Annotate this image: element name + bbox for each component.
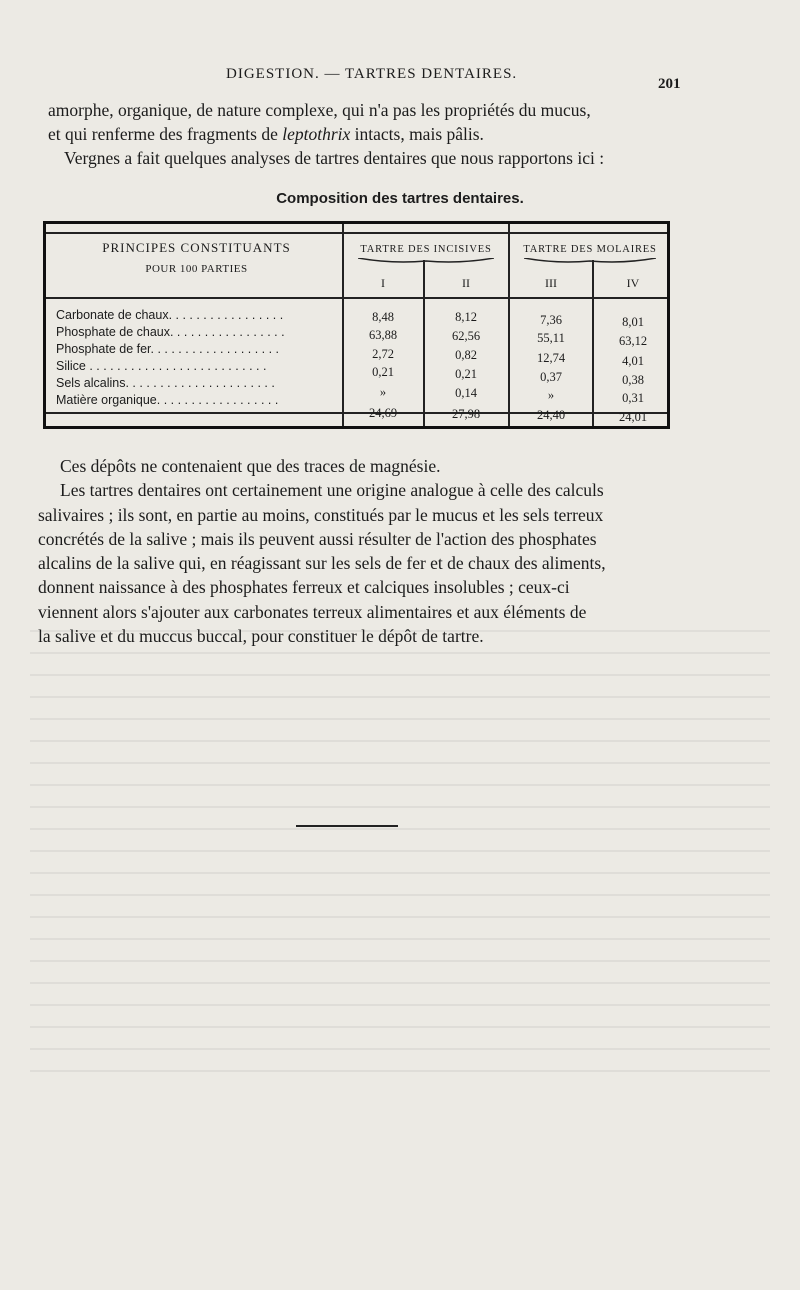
body-line: concrétés de la salive ; mais ils peuvent aussi résulter de l'action des phosphates: [38, 528, 597, 549]
header-pour-100: POUR 100 PARTIES: [145, 263, 248, 275]
row-label-phosphate-chaux: Phosphate de chaux. . . . . . . . . . . . . . . . .: [56, 325, 285, 339]
brace-molaires: [524, 258, 656, 264]
column-header-iv: IV: [626, 276, 640, 290]
body-line: alcalins de la salive qui, en réagissant sur les sels de fer et de chaux des aliments,: [38, 553, 606, 574]
page-number: 201: [658, 76, 681, 92]
table-cell: 8,01: [622, 315, 644, 329]
table-cell: 55,11: [537, 331, 565, 345]
table-cell: 2,72: [372, 347, 394, 361]
body-line: Les tartres dentaires ont certainement une origine analogue à celle des calculs: [60, 480, 604, 501]
table-cell: 0,31: [622, 391, 644, 405]
row-label-sels-alcalins: Sels alcalins. . . . . . . . . . . . . . . . . . . . . .: [56, 376, 275, 390]
table-cell: 0,21: [455, 367, 477, 381]
body-line: viennent alors s'ajouter aux carbonates terreux alimentaires et aux éléments de: [38, 601, 587, 622]
table-cell: 0,14: [455, 386, 477, 400]
table-cell: 0,82: [455, 348, 477, 362]
header-principes: PRINCIPES CONSTITUANTS: [102, 240, 291, 255]
column-header-i: I: [381, 276, 385, 290]
column-header-ii: II: [462, 276, 470, 290]
table-cell: 24,01: [618, 410, 648, 424]
table-cell: »: [379, 385, 387, 399]
table-top-rule: [46, 232, 667, 234]
row-label-silice: Silice . . . . . . . . . . . . . . . . . . . . . . . . . .: [56, 359, 267, 373]
intro-line-1: amorphe, organique, de nature complexe, qui n'a pas les propriétés du mucus,: [48, 100, 591, 120]
row-label-carbonate-chaux: Carbonate de chaux. . . . . . . . . . . . . . . . .: [56, 308, 284, 322]
table-cell: 8,12: [455, 310, 477, 324]
table-cell: 0,21: [372, 365, 394, 379]
intro-line-3: Vergnes a fait quelques analyses de tartres dentaires que nous rapportons ici :: [64, 148, 605, 168]
intro-line-2: [38, 122, 678, 146]
row-label-phosphate-fer: Phosphate de fer. . . . . . . . . . . . . . . . . . .: [56, 342, 280, 356]
header-rule: [46, 297, 667, 299]
intro-line-2-end: intacts, mais pâlis.: [350, 124, 484, 144]
intro-line-2-start: et qui renferme des fragments de: [48, 124, 283, 144]
table-cell: 4,01: [622, 354, 644, 368]
group-incisives: TARTRE DES INCISIVES: [360, 244, 492, 255]
table-cell: 63,88: [368, 328, 398, 342]
table-cell: 27,98: [451, 407, 481, 421]
table-cell: 24,40: [536, 408, 566, 422]
leptothrix-italic: leptothrix: [282, 124, 351, 144]
group-molaires: TARTRE DES MOLAIRES: [523, 244, 657, 255]
running-title: DIGESTION. — TARTRES DENTAIRES.: [226, 66, 518, 82]
table-caption: Composition des tartres dentaires.: [276, 190, 524, 207]
intro-paragraph: [38, 98, 678, 170]
table-cell: 12,74: [536, 351, 566, 365]
table-cell: 7,36: [540, 313, 562, 327]
body-line: donnent naissance à des phosphates ferreux et calciques insolubles ; ceux-ci: [38, 577, 570, 598]
composition-table: [43, 221, 670, 429]
column-header-iii: III: [545, 276, 557, 290]
table-cell: 24,69: [368, 406, 398, 420]
body-line: salivaires ; ils sont, en partie au moins, constitués par le mucus et les sels terreux: [38, 504, 604, 525]
table-cell: 0,38: [622, 373, 644, 387]
row-label-matiere-organique: Matière organique. . . . . . . . . . . . . . . . . .: [56, 393, 279, 407]
table-cell: 62,56: [451, 329, 481, 343]
body-line: Ces dépôts ne contenaient que des traces de magnésie.: [60, 456, 441, 476]
table-cell: 63,12: [618, 334, 648, 348]
body-line: la salive et du muccus buccal, pour constituer le dépôt de tartre.: [38, 626, 484, 647]
page-header: [0, 66, 800, 90]
section-end-rule: [296, 825, 398, 827]
table-cell: 0,37: [540, 370, 562, 384]
table-cell: »: [547, 388, 555, 402]
body-paragraph: [38, 454, 678, 648]
bleed-through-text: [30, 630, 770, 1130]
table-cell: 8,48: [372, 310, 394, 324]
brace-incisives: [358, 258, 494, 264]
